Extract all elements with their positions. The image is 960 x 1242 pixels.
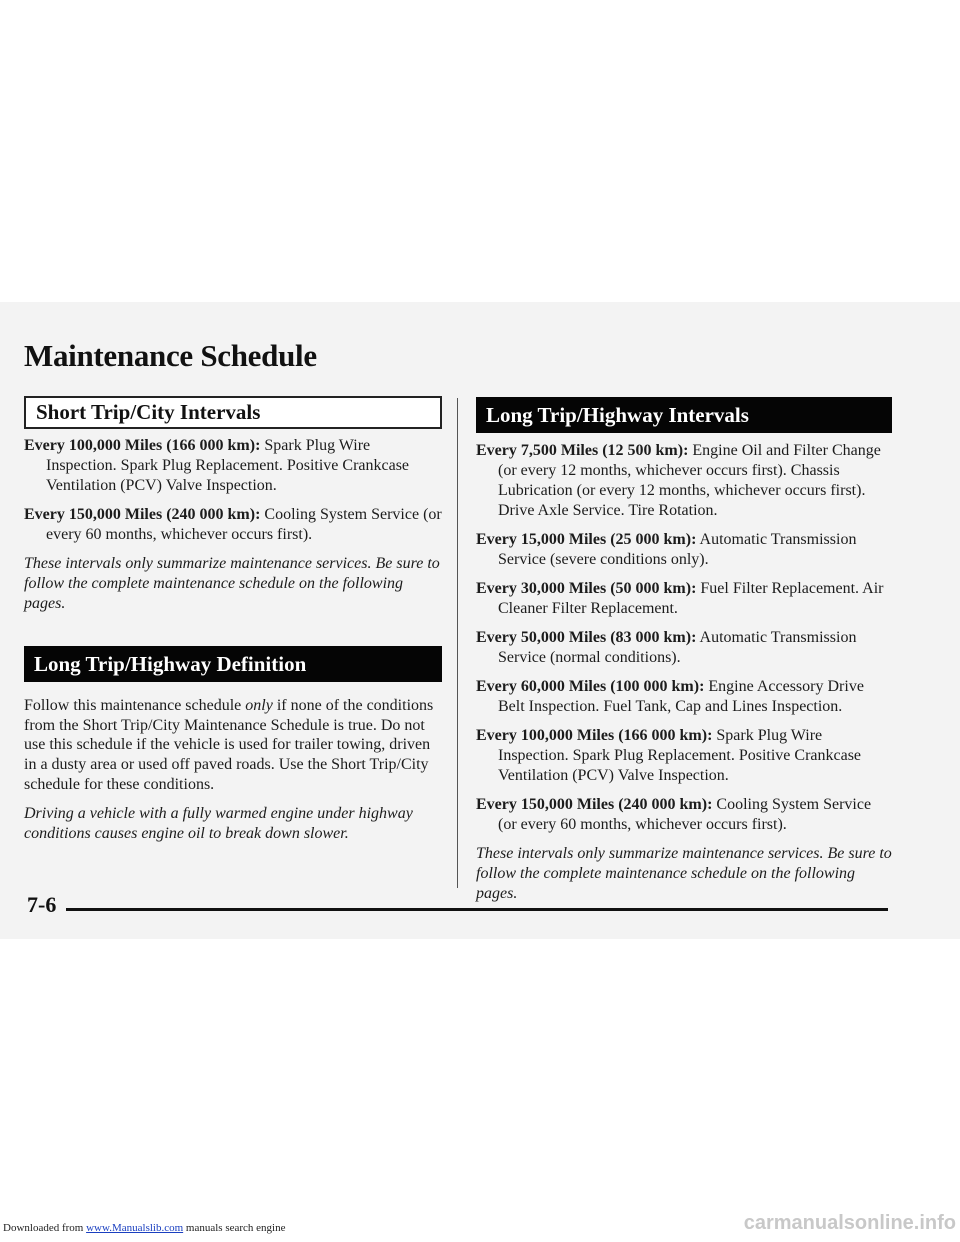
short-summary-note: These intervals only summarize maintenance services. Be sure to follow the complete maintenance schedule on the following pages. <box>24 555 440 612</box>
short-entry-interval: Every 100,000 Miles (166 000 km): <box>24 437 261 454</box>
long-entry-interval: Every 60,000 Miles (100 000 km): <box>476 678 705 695</box>
long-entry-interval: Every 50,000 Miles (83 000 km): <box>476 629 697 646</box>
long-summary-note: These intervals only summarize maintenance services. Be sure to follow the complete maintenance schedule on the following pages. <box>476 845 892 902</box>
long-trip-intervals-heading: Long Trip/Highway Intervals <box>476 397 892 433</box>
long-entry-interval: Every 15,000 Miles (25 000 km): <box>476 531 697 548</box>
page-number: 7-6 <box>27 892 57 917</box>
long-entry <box>476 628 892 668</box>
long-entry <box>476 441 892 521</box>
long-entry <box>476 795 892 835</box>
long-entry <box>476 530 892 570</box>
long-entry-text: Engine Oil and Filter Change (or every 12 months, whichever occurs first). Chassis Lubrication (or every 12 months, whichever occurs first). Drive Axle Service. Tire Rotation. <box>498 442 881 519</box>
site-watermark: carmanualsonline.info <box>743 1212 956 1234</box>
short-entry <box>24 436 442 496</box>
watermark-suffix: manuals search engine <box>183 1222 286 1234</box>
short-entry-text: Spark Plug Wire Inspection. Spark Plug Replacement. Positive Crankcase Ventilation (PCV) Valve Inspection. <box>46 437 410 494</box>
long-trip-definition-heading: Long Trip/Highway Definition <box>24 646 442 682</box>
definition-text-end: if none of the conditions from the Short Trip/City Maintenance Schedule is true. Do not use this schedule if the vehicle is used for trailer towing, driven in a dusty area or used off paved roads. Use the Short Trip/City schedule for these conditions. <box>24 697 434 793</box>
long-entry-text: Fuel Filter Replacement. Air Cleaner Filter Replacement. <box>498 580 884 617</box>
left-column <box>24 396 442 854</box>
definition-emphasis: only <box>245 697 273 714</box>
long-entry-interval: Every 7,500 Miles (12 500 km): <box>476 442 689 459</box>
long-entry <box>476 726 892 786</box>
definition-paragraph <box>24 696 442 795</box>
short-trip-heading: Short Trip/City Intervals <box>24 396 442 429</box>
short-entry <box>24 505 442 545</box>
long-entry <box>476 579 892 619</box>
watermark-prefix: Downloaded from <box>3 1222 87 1234</box>
long-entry-interval: Every 100,000 Miles (166 000 km): <box>476 727 713 744</box>
long-entry <box>476 677 892 717</box>
long-entry-interval: Every 30,000 Miles (50 000 km): <box>476 580 697 597</box>
manualslib-link[interactable]: www.Manualslib.com <box>86 1222 184 1234</box>
short-entry-interval: Every 150,000 Miles (240 000 km): <box>24 506 261 523</box>
definition-note: Driving a vehicle with a fully warmed engine under highway conditions causes engine oil to break down slower. <box>24 804 413 842</box>
footer-rule <box>66 908 888 911</box>
long-entry-text: Engine Accessory Drive Belt Inspection. Fuel Tank, Cap and Lines Inspection. <box>498 678 864 715</box>
column-divider <box>457 398 458 888</box>
long-entry-text: Automatic Transmission Service (normal conditions). <box>498 629 857 666</box>
definition-text-start: Follow this maintenance schedule <box>24 697 246 714</box>
long-entry-interval: Every 150,000 Miles (240 000 km): <box>476 796 713 813</box>
right-column <box>476 397 892 914</box>
long-entry-text: Spark Plug Wire Inspection. Spark Plug Replacement. Positive Crankcase Ventilation (PCV) Valve Inspection. <box>498 727 862 784</box>
short-entry-text: Cooling System Service (or every 60 months, whichever occurs first). <box>46 506 442 543</box>
download-watermark <box>3 1222 285 1234</box>
long-entry-text: Cooling System Service (or every 60 months, whichever occurs first). <box>498 796 872 833</box>
long-entry-text: Automatic Transmission Service (severe conditions only). <box>498 531 857 568</box>
page-title: Maintenance Schedule <box>24 338 317 373</box>
